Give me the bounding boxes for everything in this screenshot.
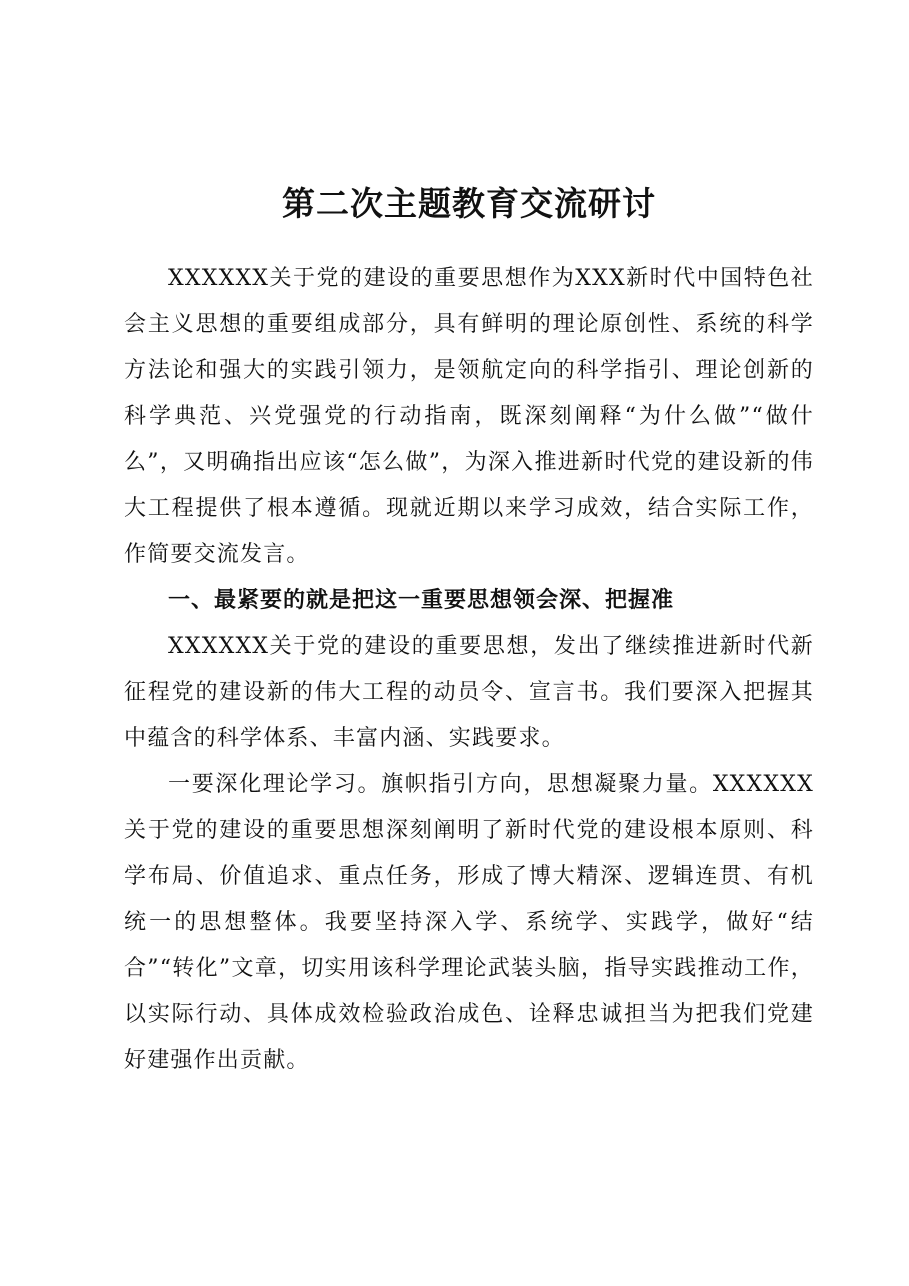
- section-paragraph-2: 一要深化理论学习。旗帜指引方向，思想凝聚力量。XXXXXX关于党的建设的重要思想深刻阐明了新时代党的建设根本原则、科学布局、价值追求、重点任务，形成了博大精深、逻辑连贯、有机统一的思想整体。我要坚持深入学、系统学、实践学，做好“结合”“转化”文章，切实用该科学理论武装头脑，指导实践推动工作，以实际行动、具体成效检验政治成色、诠释忠诚担当为把我们党建好建强作出贡献。: [124, 772, 814, 1073]
- section-heading: 一、最紧要的就是把这一重要思想领会深、把握准: [168, 588, 675, 613]
- section-paragraph-1: XXXXXX关于党的建设的重要思想，发出了继续推进新时代新征程党的建设新的伟大工程的动员令、宣言书。我们要深入把握其中蕴含的科学体系、丰富内涵、实践要求。: [124, 634, 814, 751]
- document-body: [124, 180, 814, 1084]
- intro-paragraph: XXXXXX关于党的建设的重要思想作为XXX新时代中国特色社会主义思想的重要组成部分，具有鲜明的理论原创性、系统的科学方法论和强大的实践引领力，是领航定向的科学指引、理论创新的科学典范、兴党强党的行动指南，既深刻阐释“为什么做”“做什么”，又明确指出应该“怎么做”，为深入推进新时代党的建设新的伟大工程提供了根本遵循。现就近期以来学习成效，结合实际工作，作简要交流发言。: [124, 266, 814, 567]
- document-title: 第二次主题教育交流研讨: [282, 184, 656, 223]
